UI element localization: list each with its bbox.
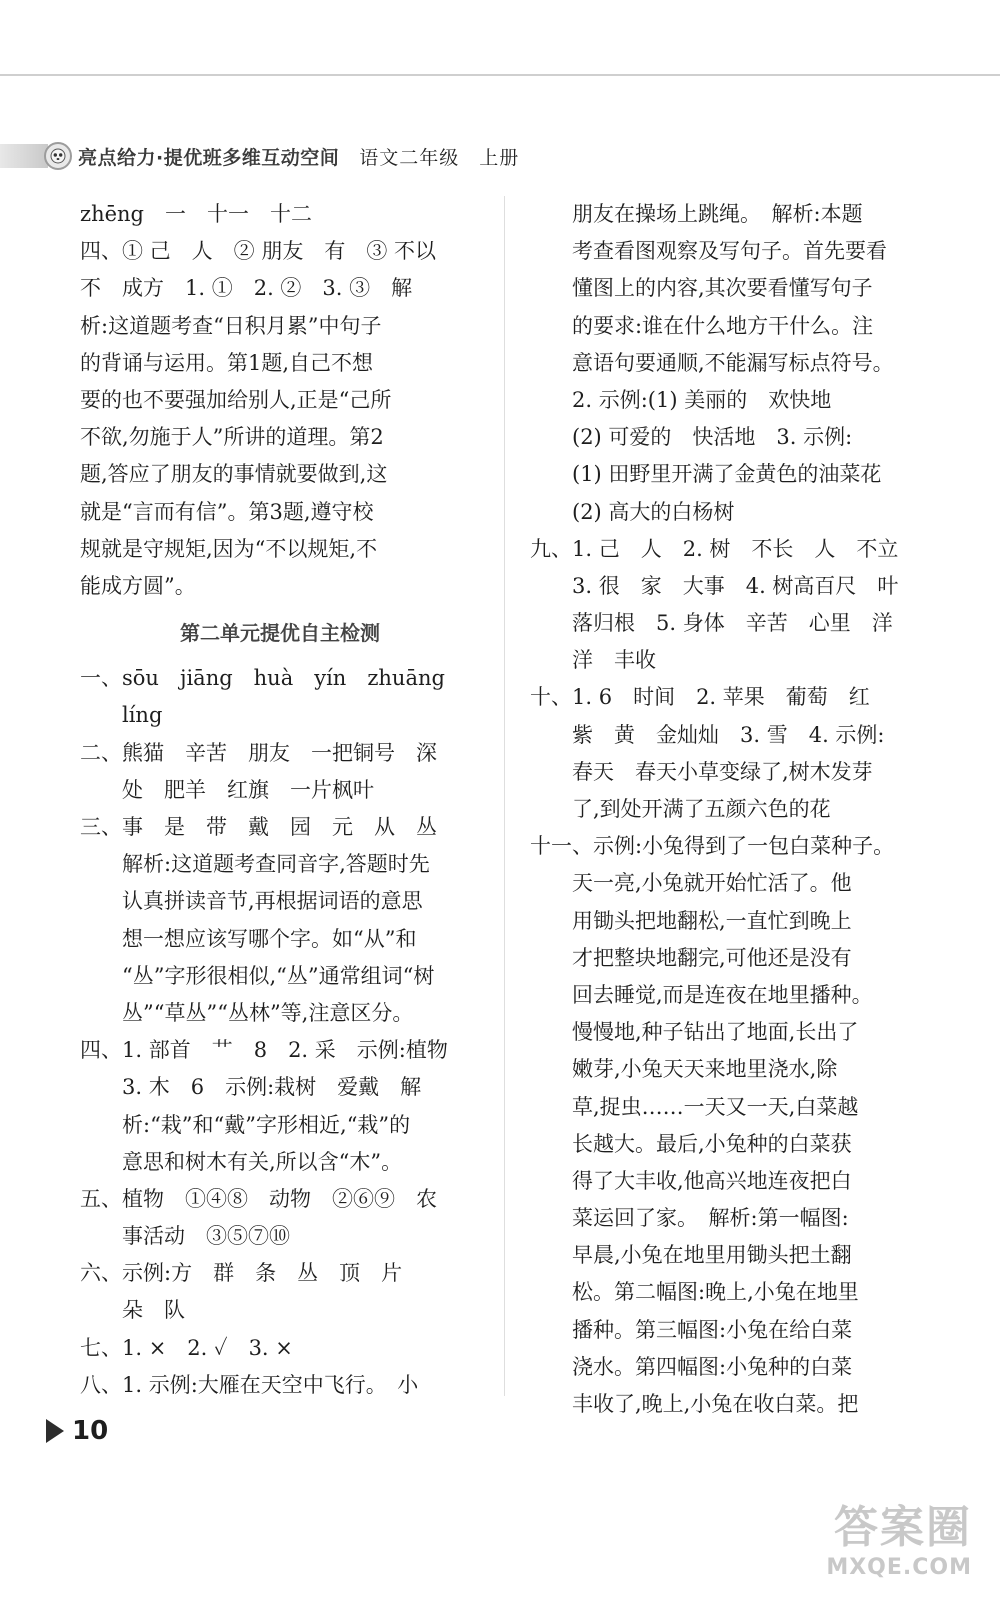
text-line: 早晨,小兔在地里用锄头把土翻 <box>530 1243 852 1268</box>
text-line: líng <box>80 703 163 728</box>
panda-logo-icon <box>44 142 72 170</box>
section-title: 第二单元提优自主检测 <box>180 621 380 646</box>
text-line: 四、① 己 人 ② 朋友 有 ③ 不以 <box>80 239 437 264</box>
text-line: 长越大。最后,小兔种的白菜获 <box>530 1131 852 1156</box>
text-line: 草,捉虫……一天又一天,白菜越 <box>530 1094 859 1119</box>
left-column <box>80 196 480 1404</box>
text-line: 的背诵与运用。第1题,自己不想 <box>80 350 374 375</box>
text-line: 一、sōu jiāng huà yín zhuāng <box>80 666 445 691</box>
page-header <box>0 138 600 174</box>
page-footer <box>46 1416 108 1446</box>
text-line: 不 成方 1. ① 2. ② 3. ③ 解 <box>80 276 413 301</box>
text-line: (1) 田野里开满了金黄色的油菜花 <box>530 462 882 487</box>
text-line: 慢慢地,种子钻出了地面,长出了 <box>530 1020 859 1045</box>
text-line: 处 肥羊 红旗 一片枫叶 <box>80 777 374 802</box>
text-line: 二、熊猫 辛苦 朋友 一把铜号 深 <box>80 740 437 765</box>
text-line: 3. 很 家 大事 4. 树高百尺 叶 <box>530 573 899 598</box>
subject-title: 语文二年级 上册 <box>359 146 520 169</box>
text-line: 丛”“草丛”“丛林”等,注意区分。 <box>80 1000 414 1025</box>
text-line: 朋友在操场上跳绳。 解析:本题 <box>530 202 863 226</box>
text-line: 规就是守规矩,因为“不以规矩,不 <box>80 536 378 561</box>
text-line: 十一、示例:小兔得到了一包白菜种子。 <box>530 834 895 859</box>
watermark <box>826 1491 972 1580</box>
text-line: 题,答应了朋友的事情就要做到,这 <box>80 462 388 487</box>
play-triangle-icon <box>46 1419 64 1443</box>
text-line: 要的也不要强加给别人,正是“己所 <box>80 387 392 412</box>
text-line: 丰收了,晚上,小兔在收白菜。把 <box>530 1392 859 1416</box>
top-border-line <box>0 74 1000 76</box>
text-line: 落归根 5. 身体 辛苦 心里 洋 <box>530 611 893 636</box>
text-line: 析:这道题考查“日积月累”中句子 <box>80 313 382 338</box>
text-line: 析:“栽”和“戴”字形相近,“栽”的 <box>80 1112 411 1137</box>
text-line: 考查看图观察及写句子。首先要看 <box>530 239 887 264</box>
text-line: 解析:这道题考查同音字,答题时先 <box>80 852 430 877</box>
text-line: 嫩芽,小兔天天来地里浇水,除 <box>530 1057 838 1082</box>
page-number: 10 <box>72 1416 109 1446</box>
text-line: 浇水。第四幅图:小兔种的白菜 <box>530 1354 853 1379</box>
text-line: 了,到处开满了五颜六色的花 <box>530 797 831 821</box>
text-line: 紫 黄 金灿灿 3. 雪 4. 示例: <box>530 722 885 747</box>
text-line: 不欲,勿施于人”所讲的道理。第2 <box>80 425 384 450</box>
text-line: 播种。第三幅图:小兔在给白菜 <box>530 1317 853 1342</box>
text-line: 天一亮,小兔就开始忙活了。他 <box>530 871 852 896</box>
text-line: 回去睡觉,而是连夜在地里播种。 <box>530 982 873 1007</box>
text-line: 事活动 ③⑤⑦⑩ <box>80 1224 290 1249</box>
text-line: 用锄头把地翻松,一直忙到晚上 <box>530 908 852 933</box>
text-line: 就是“言而有信”。第3题,遵守校 <box>80 499 374 524</box>
text-line: 认真拼读音节,再根据词语的意思 <box>80 889 423 914</box>
text-line: 五、植物 ①④⑧ 动物 ②⑥⑨ 农 <box>80 1186 437 1211</box>
text-line: 洋 丰收 <box>530 648 656 673</box>
text-line: 松。第二幅图:晚上,小兔在地里 <box>530 1280 859 1305</box>
text-line: 得了大丰收,他高兴地连夜把白 <box>530 1168 852 1193</box>
text-line: 三、事 是 带 戴 园 元 从 丛 <box>80 815 437 839</box>
text-line: 四、1. 部首 艹 8 2. 采 示例:植物 <box>80 1038 448 1063</box>
text-line: 懂图上的内容,其次要看懂写句子 <box>530 276 873 301</box>
text-line: 九、1. 己 人 2. 树 不长 人 不立 <box>530 536 899 561</box>
brand-title: 亮点给力·提优班多维互动空间 <box>78 146 340 169</box>
text-line: 2. 示例:(1) 美丽的 欢快地 <box>530 387 832 412</box>
text-line: 的要求:谁在什么地方干什么。注 <box>530 313 874 338</box>
text-line: 意思和树木有关,所以含“木”。 <box>80 1149 403 1174</box>
text-line: 想一想应该写哪个字。如“从”和 <box>80 926 417 951</box>
text-line: 能成方圆”。 <box>80 573 196 598</box>
header-band <box>0 144 48 168</box>
watermark-url: MXQE.COM <box>826 1555 972 1580</box>
text-line: 春天 春天小草变绿了,树木发芽 <box>530 759 873 784</box>
text-line: “丛”字形很相似,“丛”通常组词“树 <box>80 963 435 988</box>
column-divider <box>504 196 505 1396</box>
text-line: 七、1. × 2. ✓ 3. × <box>80 1335 293 1360</box>
text-line: 意语句要通顺,不能漏写标点符号。 <box>530 350 894 375</box>
text-line: zhēng 一 十一 十二 <box>80 202 312 226</box>
text-line: 3. 木 6 示例:栽树 爱戴 解 <box>80 1075 422 1100</box>
watermark-main: 答案圈 <box>834 1502 972 1553</box>
right-column <box>530 196 930 1423</box>
text-line: 八、1. 示例:大雁在天空中飞行。 小 <box>80 1372 419 1397</box>
text-line: 六、示例:方 群 条 丛 顶 片 <box>80 1261 403 1286</box>
text-line: 菜运回了家。 解析:第一幅图: <box>530 1206 849 1231</box>
text-line: 十、1. 6 时间 2. 苹果 葡萄 红 <box>530 685 870 710</box>
text-line: (2) 可爱的 快活地 3. 示例: <box>530 425 853 450</box>
text-line: (2) 高大的白杨树 <box>530 499 735 524</box>
text-line: 才把整块地翻完,可他还是没有 <box>530 945 852 970</box>
text-line: 朵 队 <box>80 1298 185 1323</box>
